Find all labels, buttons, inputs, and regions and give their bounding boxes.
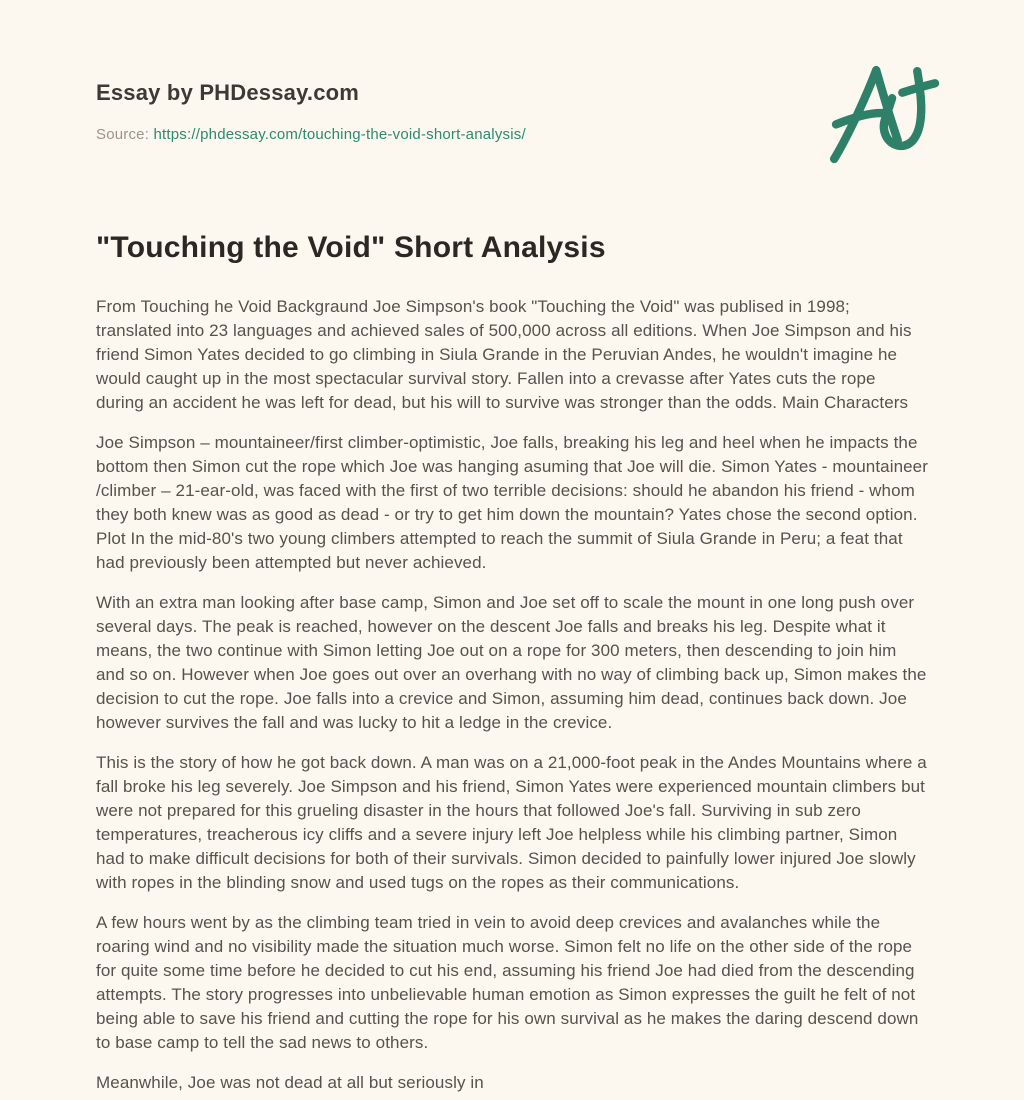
essay-content <box>96 231 928 1095</box>
site-title: Essay by PHDessay.com <box>96 80 360 105</box>
essay-paragraph: Joe Simpson – mountaineer/first climber-optimistic, Joe falls, breaking his leg and heel when he impacts the bottom then Simon cut the rope which Joe was hanging asuming that Joe will die. Simon Yates - mountaineer /climber – 21-ear-old, was faced with the first of two terrible decisions: should he abandon his friend - whom they both knew was as good as dead - or try to get him down the mountain? Yates chose the second option. Plot In the mid-80's two young climbers attempted to reach the summit of Siula Grande in Peru; a feat that had previously been attempted but never achieved. <box>96 433 928 572</box>
essay-body <box>96 295 928 1095</box>
essay-paragraph: A few hours went by as the climbing team tried in vein to avoid deep crevices and avalanches while the roaring wind and no visibility made the situation much worse. Simon felt no life on the other side of the rope for quite some time before he decided to cut his end, assuming his friend Joe had died from the descending attempts. The story progresses into unbelievable human emotion as Simon expresses the guilt he felt of not being able to save his friend and cutting the rope for his own survival as he makes the daring descend down to base camp to tell the sad news to others. <box>96 913 919 1052</box>
essay-paragraph: This is the story of how he got back down. A man was on a 21,000-foot peak in the Andes Mountains where a fall broke his leg severely. Joe Simpson and his friend, Simon Yates were experienced mountain climbers but were not prepared for this grueling disaster in the hours that followed Joe's fall. Surviving in sub zero temperatures, treacherous icy cliffs and a severe injury left Joe helpless while his climbing partner, Simon had to make difficult decisions for both of their survivals. Simon decided to painfully lower injured Joe slowly with ropes in the blinding snow and used tugs on the ropes as their communications. <box>96 753 927 892</box>
source-link[interactable]: https://phdessay.com/touching-the-void-short-analysis/ <box>153 126 526 143</box>
essay-paragraph: With an extra man looking after base camp, Simon and Joe set off to scale the mount in one long push over several days. The peak is reached, however on the descent Joe falls and breaks his leg. Despite what it means, the two continue with Simon letting Joe out on a rope for 300 meters, then descending to join him and so on. However when Joe goes out over an overhang with no way of climbing back up, Simon makes the decision to cut the rope. Joe falls into a crevice and Simon, assuming him dead, continues back down. Joe however survives the fall and was lucky to hit a ledge in the crevice. <box>96 593 927 732</box>
page-header <box>96 80 928 143</box>
source-line <box>96 126 928 143</box>
essay-paragraph: Meanwhile, Joe was not dead at all but seriously in <box>96 1073 484 1092</box>
source-label: Source: <box>96 126 150 143</box>
a-plus-logo-icon <box>822 60 964 172</box>
essay-paragraph: From Touching he Void Backgraund Joe Simpson's book "Touching the Void" was publised in 1998; translated into 23 languages and achieved sales of 500,000 across all editions. When Joe Simpson and his friend Simon Yates decided to go climbing in Siula Grande in the Peruvian Andes, he wouldn't imagine he would caught up in the most spectacular survival story. Fallen into a crevasse after Yates cuts the rope during an accident he was left for dead, but his will to survive was stronger than the odds. Main Characters <box>96 297 912 412</box>
essay-title: "Touching the Void" Short Analysis <box>96 231 606 264</box>
